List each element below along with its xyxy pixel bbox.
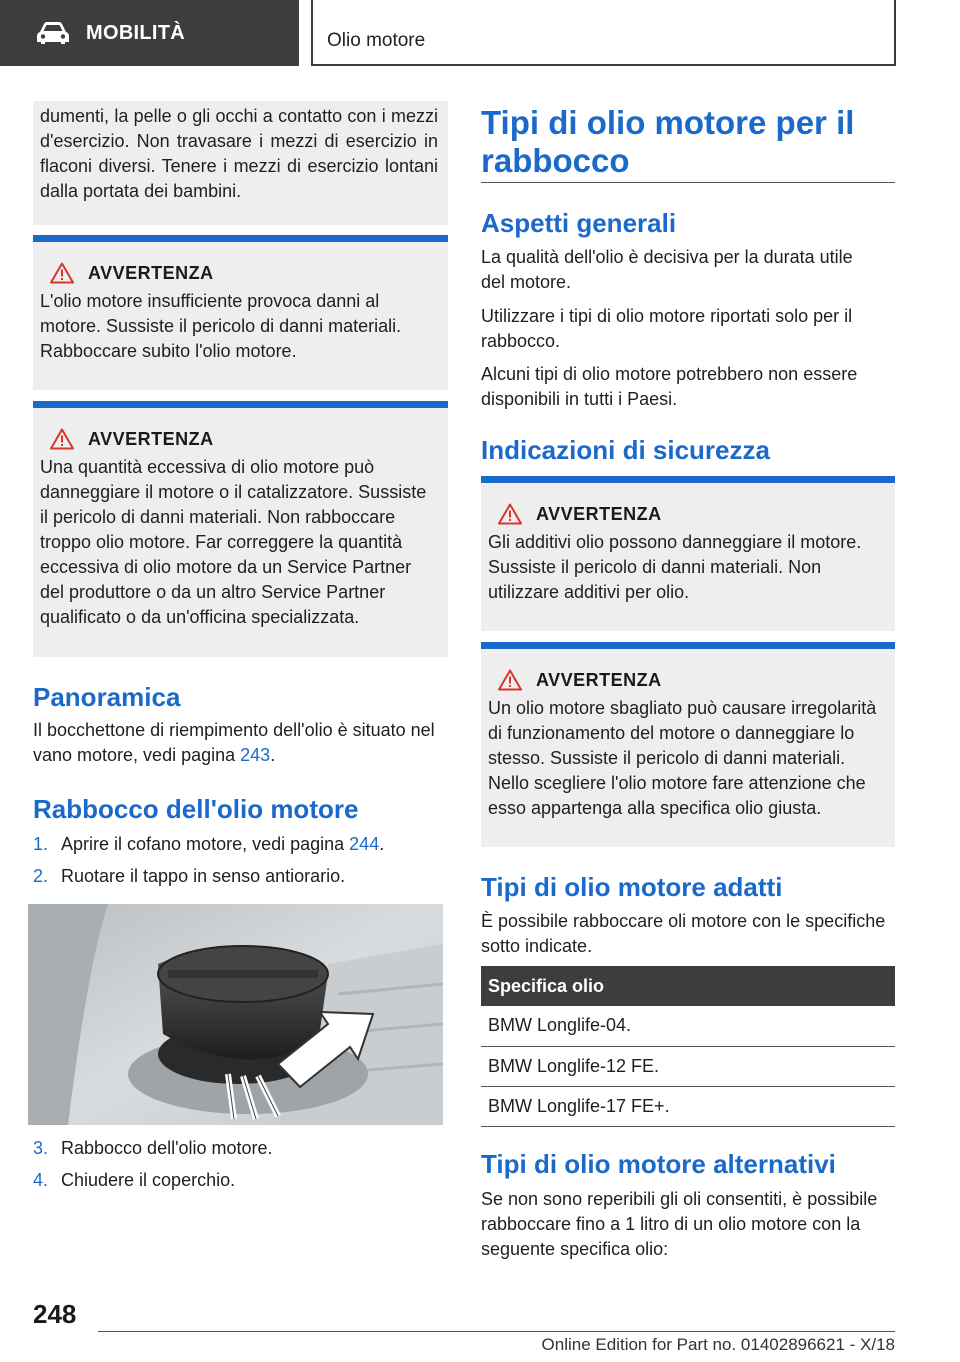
table-cell: BMW Longlife-17 FE+. <box>481 1086 895 1126</box>
alternativi-text: Se non sono reperibili gli oli consentiti, è possibile rabboccare fino a 1 litro di un olio motore con la seguente specifica olio: <box>481 1189 878 1259</box>
warning-triangle-icon <box>498 669 522 691</box>
table-row <box>481 1046 895 1086</box>
table-cell: BMW Longlife-04. <box>481 1006 895 1046</box>
warning-triangle-icon <box>498 503 522 525</box>
warning-text: L'olio motore insufficiente provoca danni al motore. Sussiste il pericolo di danni materiali. Rabboccare subito l'olio motore. <box>40 291 402 361</box>
heading-adatti: Tipi di olio motore adatti <box>481 872 783 902</box>
adatti-text: È possibile rabboccare oli motore con le specifiche sotto indicate. <box>481 911 886 956</box>
warning-label: AVVERTENZA <box>536 503 662 524</box>
table-cell: BMW Longlife-12 FE. <box>481 1046 895 1086</box>
warning-label: AVVERTENZA <box>88 262 214 283</box>
page-link-244[interactable]: 244 <box>349 834 380 854</box>
oil-spec-table <box>481 966 895 1127</box>
warning-box-2 <box>33 401 448 657</box>
chapter-tab <box>311 0 896 66</box>
warning-box-4 <box>481 642 895 847</box>
title-rule <box>481 182 895 183</box>
warning-box-1 <box>33 235 448 390</box>
footer-edition: Online Edition for Part no. 01402896621 - X/18 <box>541 1335 895 1354</box>
car-icon <box>36 21 70 45</box>
oil-cap-photo <box>28 904 443 1125</box>
heading-aspetti: Aspetti generali <box>481 208 677 238</box>
aspetti-p1: La qualità dell'olio è decisiva per la durata utile del motore. <box>481 247 853 292</box>
warning-text: Un olio motore sbagliato può causare irregolarità di funzionamento del motore o danneggiare lo stesso. Sussiste il pericolo di danni materiali. Nello scegliere l'olio motore fare attenzione che esso appartenga alla specifica olio giusta. <box>488 698 877 818</box>
warning-label: AVVERTENZA <box>536 669 662 690</box>
section-title: MOBILITÀ <box>86 21 186 44</box>
heading-rabbocco: Rabbocco dell'olio motore <box>33 794 359 824</box>
chapter-title: Olio motore <box>327 30 426 51</box>
oil-filler-cap-illustration <box>28 904 443 1125</box>
warning-text: Una quantità eccessiva di olio motore può danneggiare il motore o il catalizzatore. Sussiste il pericolo di danni materiali. Non rabboccare troppo olio motore. Far correggere la quantità eccessiva di olio motore da un Service Partner del produttore o da un altro Service Partner qualificato o da un'officina specializzata. <box>40 457 427 627</box>
step-item: 1. Aprire il cofano motore, vedi pagina 244. <box>33 834 385 854</box>
aspetti-p2: Utilizzare i tipi di olio motore riportati solo per il rabbocco. <box>481 306 853 351</box>
section-tab <box>0 0 299 66</box>
step-item: 4. Chiudere il coperchio. <box>33 1170 236 1190</box>
warning-triangle-icon <box>50 262 74 284</box>
page-link-243[interactable]: 243 <box>240 745 271 765</box>
table-row <box>481 1086 895 1126</box>
note-box-continued <box>33 101 448 225</box>
panoramica-text: Il bocchettone di riempimento dell'olio è situato nel vano motore, vedi pagina 243. <box>33 720 435 765</box>
step-item: 3. Rabbocco dell'olio motore. <box>33 1138 273 1158</box>
page-number: 248 <box>33 1299 77 1329</box>
table-header-row <box>481 966 895 1006</box>
page-title: Tipi di olio motore per il rabbocco <box>481 104 855 179</box>
warning-triangle-icon <box>50 428 74 450</box>
heading-sicurezza: Indicazioni di sicurezza <box>481 435 770 465</box>
warning-box-3 <box>481 476 895 631</box>
warning-text: Gli additivi olio possono danneggiare il motore. Sussiste il pericolo di danni materiali. Non utilizzare additivi per olio. <box>488 532 862 602</box>
table-header-cell: Specifica olio <box>481 966 895 1006</box>
heading-alternativi: Tipi di olio motore alternativi <box>481 1149 836 1179</box>
heading-panoramica: Panoramica <box>33 682 181 712</box>
warning-label: AVVERTENZA <box>88 428 214 449</box>
step-item: 2. Ruotare il tappo in senso antiorario. <box>33 866 346 886</box>
note-text: dumenti, la pelle o gli occhi a contatto con i mezzi d'esercizio. Non travasare i mezzi di esercizio in flaconi diversi. Tenere i mezzi di esercizio lontani dalla portata dei bambini. <box>40 106 438 201</box>
footer-rule <box>98 1331 895 1332</box>
aspetti-p3: Alcuni tipi di olio motore potrebbero non essere disponibili in tutti i Paesi. <box>481 364 858 409</box>
table-row <box>481 1006 895 1046</box>
